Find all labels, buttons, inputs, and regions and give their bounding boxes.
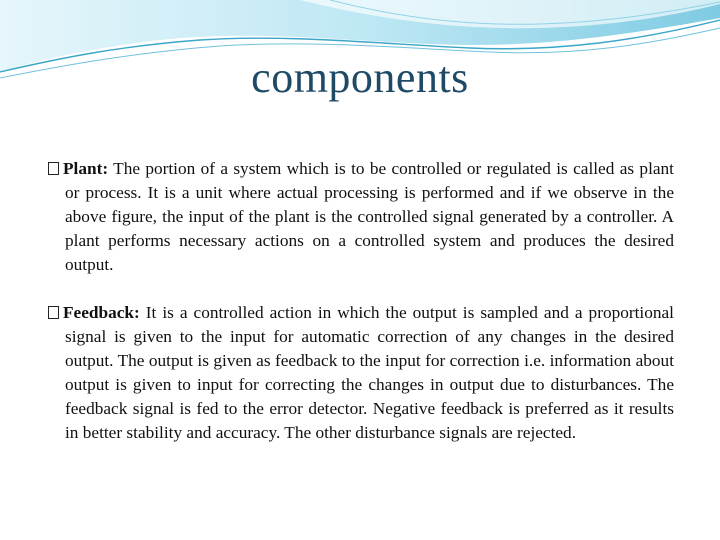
bullet-term: Plant: bbox=[63, 159, 109, 178]
square-outline-icon bbox=[48, 162, 59, 175]
bullet-plant bbox=[48, 157, 674, 277]
bullet-text: It is a controlled action in which the output is sampled and a proportional signal is given to the input for automatic correction of any changes in the desired output. The output is given as feedback to the input for correction i.e. information about output is given to input for correcting the changes in output due to disturbances. The feedback signal is fed to the error detector. Negative feedback is preferred as it results in better stability and accuracy. The other disturbance signals are rejected. bbox=[65, 303, 674, 442]
square-outline-icon bbox=[48, 306, 59, 319]
bullet-text: The portion of a system which is to be controlled or regulated is called as plant or process. It is a unit where actual processing is performed and if we observe in the above figure, the input of the plant is the controlled signal generated by a controller. A plant performs necessary actions on a controlled system and produces the desired output. bbox=[65, 159, 674, 274]
bullet-term: Feedback: bbox=[63, 303, 140, 322]
page-title: components bbox=[251, 53, 469, 102]
bullet-feedback bbox=[48, 301, 674, 445]
